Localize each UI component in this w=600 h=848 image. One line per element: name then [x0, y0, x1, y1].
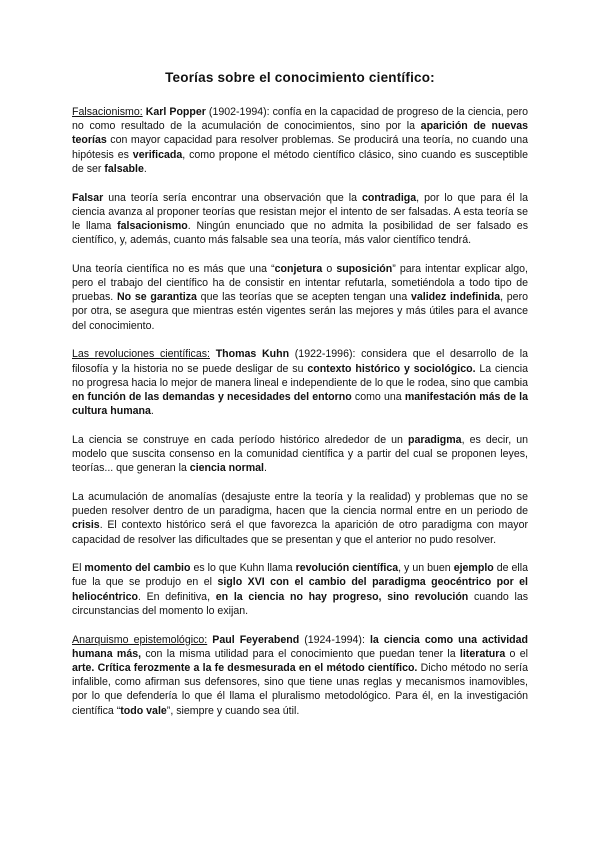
- bold-text: en la ciencia no hay progreso, sino revolución: [215, 590, 469, 603]
- paragraph-kuhn-1: [72, 347, 528, 418]
- text-run: o el: [505, 647, 528, 660]
- text-run: o: [322, 262, 337, 275]
- text-run: .: [150, 405, 154, 418]
- page-title: Teorías sobre el conocimiento científico:: [165, 70, 435, 85]
- text-run: cuando las circunstancias del momento lo exijan.: [72, 590, 529, 617]
- text-run: , por lo que para él la ciencia avanza al proponer teorías que resistan mejor el intento de ser falsadas. A esta teoría se le llama: [72, 191, 529, 232]
- bold-text: validez indefinida: [410, 291, 501, 304]
- text-run: La ciencia se construye en cada período histórico alrededor de un: [72, 433, 408, 446]
- bold-text: falsacionismo: [117, 219, 188, 232]
- text-run: (1922-1996): considera que el desarrollo de la filosofía y la historia no se puede desligar de su: [72, 348, 528, 375]
- paragraph-feyerabend-1: [72, 633, 528, 718]
- bold-text: Falsar: [72, 191, 104, 204]
- bold-text: conjetura: [274, 262, 323, 275]
- bold-text: siglo XVI con el cambio del paradigma geocéntrico por el heliocéntrico: [72, 576, 528, 603]
- bold-text: Thomas Kuhn: [215, 348, 290, 361]
- bold-text: Paul Feyerabend: [212, 633, 300, 646]
- bold-text: en función de las demandas y necesidades del entorno: [72, 390, 352, 403]
- text-run: de ella fue la que se produjo en el: [72, 562, 529, 589]
- text-run: Una teoría científica no es más que una “: [72, 262, 275, 275]
- text-run: , es decir, un modelo que suscita consenso en la comunidad científica y a partir del cual se proponen leyes, teorías... que generan la: [72, 433, 528, 475]
- text-run: Dicho método no sería infalible, como afirman sus defensores, sino que tiene unas reglas y mecanismos inamovibles, por lo que defendería lo que él llama el pluralismo metodológico. Para él, en la investigación científica “: [72, 662, 528, 717]
- section-heading: Anarquismo epistemológico:: [72, 633, 208, 646]
- text-run: El: [72, 562, 85, 575]
- text-run: con mayor capacidad para resolver problemas. Se producirá una teoría, no cuando una hipótesis es: [72, 134, 528, 161]
- bold-text: ciencia normal: [189, 462, 264, 475]
- paragraph-kuhn-3: [72, 490, 528, 547]
- paragraph-kuhn-2: [72, 433, 528, 476]
- text-run: La acumulación de anomalías (desajuste entre la teoría y la realidad) y problemas que no se pueden resolver dentro de un paradigma, hacen que la ciencia normal entre en un periodo de: [72, 490, 528, 518]
- bold-text: crisis: [72, 519, 100, 532]
- paragraph-popper-3: [72, 262, 528, 333]
- text-run: es lo que Kuhn llama: [190, 562, 296, 575]
- bold-text: la ciencia como una actividad humana más,: [72, 633, 528, 660]
- section-heading: Las revoluciones científicas:: [72, 348, 210, 361]
- text-run: (1902-1994): confía en la capacidad de progreso de la ciencia, pero no como resultado de la acumulación de conocimientos, sino por la: [72, 106, 529, 133]
- bold-text: contradiga: [362, 191, 417, 204]
- paragraph-kuhn-4: [72, 561, 528, 618]
- bold-text: Karl Popper: [145, 106, 206, 118]
- text-run: .: [143, 162, 147, 175]
- text-run: una teoría sería encontrar una observación que la: [103, 191, 362, 204]
- bold-text: No se garantiza: [116, 291, 197, 304]
- text-run: , como propone el método científico clásico, sino cuando es susceptible de ser: [72, 148, 529, 175]
- text-run: como una: [351, 390, 405, 403]
- bold-text: paradigma: [408, 433, 462, 446]
- text-run: ”, siempre y cuando sea útil.: [166, 704, 300, 717]
- text-run: con la misma utilidad para el conocimiento que puedan tener la: [141, 647, 460, 660]
- text-run: . En definitiva,: [137, 590, 216, 603]
- bold-text: Crítica ferozmente a la fe desmesurada en el método científico.: [97, 662, 418, 674]
- bold-text: manifestación más de la cultura humana: [72, 390, 528, 418]
- text-run: (1924-1994):: [299, 633, 370, 646]
- body-text: [72, 105, 528, 718]
- text-run: La ciencia no progresa hacia lo mejor de manera lineal e independiente de lo que le rodea, sino que cambia: [72, 362, 529, 389]
- bold-text: suposición: [336, 262, 393, 275]
- bold-text: revolución científica: [295, 562, 399, 575]
- bold-text: todo vale: [120, 704, 167, 717]
- bold-text: literatura: [459, 647, 506, 660]
- text-run: ” para intentar explicar algo, pero el trabajo del científico ha de consistir en intentar refutarla, sometiéndola a todo tipo de pruebas.: [72, 262, 528, 304]
- bold-text: verificada: [132, 148, 183, 161]
- bold-text: arte.: [72, 662, 95, 674]
- text-run: , y un buen: [398, 562, 454, 575]
- section-heading: Falsacionismo:: [72, 106, 143, 118]
- bold-text: falsable: [104, 162, 144, 175]
- bold-text: contexto histórico y sociológico.: [307, 362, 476, 375]
- text-run: . El contexto histórico será el que favorezca la aparición de otro paradigma con mayor capacidad de resolver las dificultades que se presentan y que el anterior no pudo resolver.: [72, 519, 528, 546]
- text-run: .: [263, 462, 267, 475]
- paragraph-popper-2: [72, 191, 528, 248]
- bold-text: momento del cambio: [84, 562, 191, 575]
- text-run: que las teorías que se acepten tengan una: [196, 291, 411, 304]
- bold-text: aparición de nuevas teorías: [72, 120, 528, 147]
- text-run: , pero por otra, se asegura que mientras estén vigentes serán las mejores y más útiles para el avance del conocimiento.: [72, 291, 528, 332]
- text-run: . Ningún enunciado que no admita la posibilidad de ser falsado es científico, y, además, cuanto más falsable sea una teoría, más valor científico tendrá.: [72, 219, 528, 247]
- bold-text: ejemplo: [453, 562, 494, 575]
- paragraph-popper-1: [72, 105, 528, 176]
